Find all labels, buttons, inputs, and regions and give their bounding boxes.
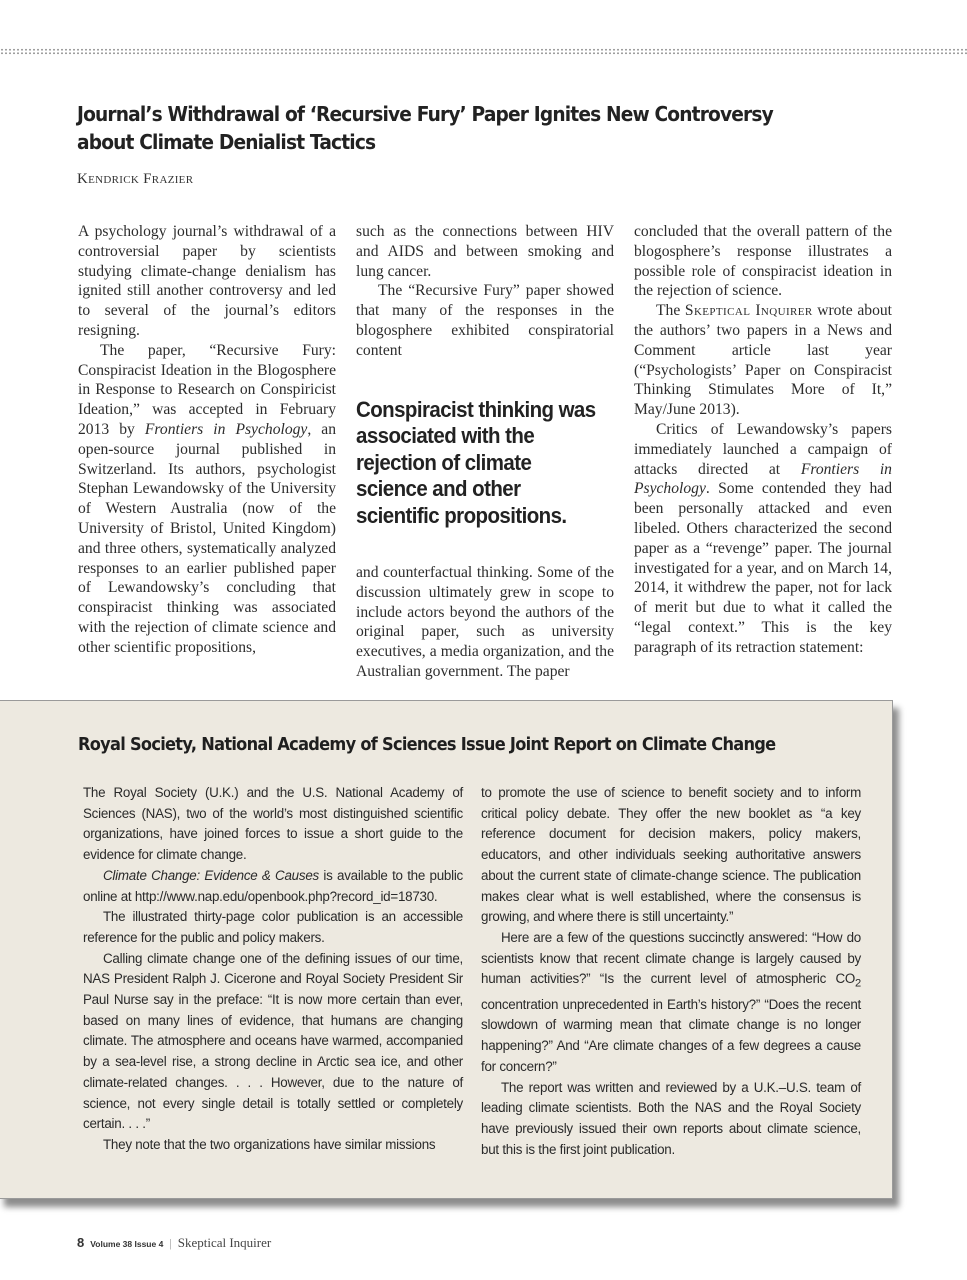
journal-title-italic: Frontiers in Psychology	[634, 460, 892, 498]
sidebar-column-2	[481, 783, 861, 1160]
text-run: . Some contended they had been personally attacked and even libeled. Others characterized the second paper as a “revenge” paper. The journal investigated for a year, and on March 14, 2014, it withdrew the paper, not for lack of merit but due to what it called the “legal context.” This is the key paragraph of its retraction statement:	[634, 480, 892, 656]
article-column-3	[634, 222, 892, 658]
article-headline: Journal’s Withdrawal of ‘Recursive Fury’ Paper Ignites New Controversy about Climate Denialist Tactics	[77, 102, 773, 154]
report-title-italic: Climate Change: Evidence & Causes	[103, 867, 319, 883]
paragraph: The “Recursive Fury” paper showed that many of the responses in the blogosphere exhibited conspiratorial content	[356, 282, 614, 359]
text-run: , an open-source journal published in Switzerland. Its authors, psychologist Stephan Lewandowsky of the University of Western Australia (now of the University of Bristol, United Kingdom) and three others, systematically analyzed responses to an earlier published paper of Lewandowsky’s concluding that conspiracist thinking was associated with the rejection of climate science and other scientific propositions,	[78, 420, 337, 656]
paragraph	[78, 341, 336, 658]
paragraph: Calling climate change one of the defining issues of our time, NAS President Ralph J. Cicerone and Royal Society President Sir Paul Nurse say in the preface: “It is now more certain than ever, based on many lines of evidence, that humans are changing climate. The atmosphere and oceans have warmed, accompanied by a sea-level rise, a strong decline in Arctic sea ice, and other climate-related changes. . . . However, due to the nature of science, not every single detail is totally settled or completely certain. . . .”	[83, 950, 463, 1132]
paragraph: The report was written and reviewed by a U.K.–U.S. team of leading climate scientists. Both the NAS and the Royal Society have previously issued their own reports about climate science, but this is the first joint publication.	[481, 1079, 861, 1157]
paragraph: such as the connections between HIV and AIDS and between smoking and lung cancer.	[356, 223, 614, 280]
sidebar-title: Royal Society, National Academy of Sciences Issue Joint Report on Climate Change	[78, 734, 776, 755]
magazine-name-smallcaps: Skeptical Inquirer	[684, 302, 813, 320]
pull-quote: Conspiracist thinking was associated with the rejection of climate science and other scientific propositions.	[356, 396, 596, 528]
page-footer	[77, 1235, 271, 1251]
article-column-1	[78, 222, 336, 658]
article-column-2	[356, 222, 614, 682]
text-run: wrote about the authors’ two papers in a News and Comment article last year (“Psychologists’ Paper on Conspiracist Thinking Stimulates More of It,” May/June 2013).	[634, 302, 892, 419]
page-number: 8	[77, 1235, 85, 1250]
article-byline: Kendrick Frazier	[77, 171, 194, 187]
paragraph	[634, 420, 892, 658]
text-run: Critics of Lewandowsky’s papers immediately launched a campaign of attacks directed at	[634, 420, 892, 478]
paragraph: concluded that the overall pattern of the blogosphere’s response illustrates a possible role of conspiracist ideation in the rejection of science.	[634, 223, 892, 300]
footer-separator: |	[169, 1236, 172, 1250]
text-run: is available to the public online at http://www.nap.edu/openbook.php?record_id=18730.	[83, 867, 463, 904]
paragraph: The illustrated thirty-page color publication is an accessible reference for the public and policy makers.	[83, 909, 463, 945]
text-run: The	[656, 302, 685, 320]
issue-info: Volume 38 Issue 4	[90, 1239, 164, 1249]
text-run: Here are a few of the questions succinctly answered: “How do scientists know that recent climate change is largely caused by human activities?” “Is the current level of atmospheric CO	[481, 929, 861, 987]
text-run: The paper, “Recursive Fury: Conspiracist Ideation in the Blogosphere in Response to Research on Conspiricist Ideation,” was accepted in February 2013 by	[78, 341, 336, 438]
magazine-name: Skeptical Inquirer	[177, 1235, 272, 1250]
journal-title-italic: Frontiers in Psychology	[144, 420, 308, 438]
paragraph	[481, 928, 861, 1078]
paragraph: The Royal Society (U.K.) and the U.S. National Academy of Sciences (NAS), two of the world’s most distinguished scientific organizations, have joined forces to issue a short guide to the evidence for climate change.	[83, 785, 463, 863]
paragraph: and counterfactual thinking. Some of the discussion ultimately grew in scope to include actors beyond the authors of the original paper, such as university executives, a media organization, and the Australian government. The paper	[356, 564, 614, 681]
paragraph: They note that the two organizations have similar missions	[103, 1136, 436, 1152]
paragraph	[83, 866, 463, 907]
sidebar-box	[0, 700, 893, 1199]
sidebar-column-1	[83, 783, 463, 1156]
subscript: 2	[855, 978, 861, 990]
paragraph: A psychology journal’s withdrawal of a controversial paper by scientists studying climate-change denialism has ignited still another controversy and led to several of the journal’s editors resigning.	[78, 223, 336, 339]
paragraph	[634, 301, 892, 420]
text-run: concentration unprecedented in Earth’s history?” “Does the recent slowdown of warming mean that climate change is no longer happening?” And “Are climate changes of a few degrees a cause for concern?”	[481, 996, 861, 1074]
paragraph: to promote the use of science to benefit society and to inform critical policy debate. They offer the new booklet as “a key reference document for decision makers, policy makers, educators, and other individuals seeking authoritative answers about the current state of climate-change science. The publication makes clear what is well established, where the consensus is growing, and where there is still uncertainty.”	[481, 785, 861, 925]
dotted-rule-divider	[0, 48, 967, 55]
